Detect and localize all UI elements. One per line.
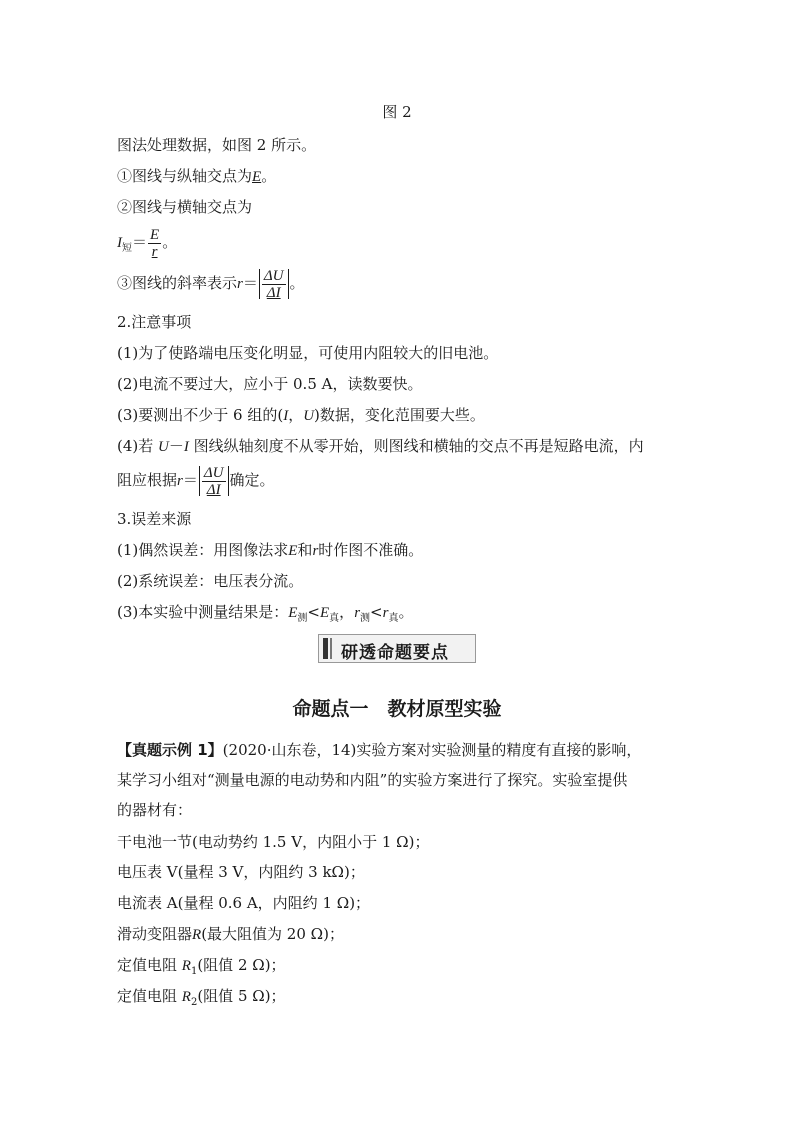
note3-comma: ， bbox=[288, 406, 304, 424]
example-line-3: 的器材有： bbox=[117, 801, 193, 819]
banner-stripe bbox=[323, 638, 328, 659]
method-intro: 图法处理数据，如图 2 所示。 bbox=[117, 136, 317, 154]
note4b-numerator: ΔU bbox=[203, 464, 224, 481]
section-banner bbox=[318, 634, 476, 663]
item3-variable: r bbox=[237, 276, 243, 292]
example-line-2: 某学习小组对“测量电源的电动势和内阻”的实验方案进行了探究。实验室提供 bbox=[117, 771, 628, 789]
item3-prefix: ③图线的斜率表示 bbox=[117, 274, 238, 292]
r1-subscript: 1 bbox=[190, 966, 198, 977]
note-3 bbox=[117, 405, 485, 426]
note4b-prefix: 阻应根据 bbox=[117, 471, 178, 489]
formula-end: 。 bbox=[162, 233, 178, 251]
error3-sub-measured: 测 bbox=[297, 613, 308, 624]
r2-variable: R bbox=[181, 989, 191, 1005]
equipment-rheostat bbox=[117, 924, 344, 945]
rheostat-prefix: 滑动变阻器 bbox=[117, 925, 193, 943]
error3-sub-true: 真 bbox=[329, 613, 340, 624]
formula-current: I bbox=[117, 235, 122, 251]
error-1 bbox=[117, 540, 423, 561]
equipment-voltmeter: 电压表 V(量程 3 V，内阻约 3 kΩ)； bbox=[117, 863, 365, 881]
error3-less-than: < bbox=[307, 603, 320, 621]
item1-prefix: ①图线与纵轴交点为 bbox=[117, 167, 253, 185]
error3-comma: ， bbox=[339, 603, 355, 621]
example-line1-rest: 实验方案对实验测量的精度有直接的影响， bbox=[356, 741, 642, 759]
note3-suffix: )数据，变化范围要大些。 bbox=[314, 406, 485, 424]
error-3 bbox=[117, 602, 413, 629]
error1-prefix: (1)偶然误差：用图像法求 bbox=[117, 541, 289, 559]
item1-suffix: 。 bbox=[261, 167, 277, 185]
abs-bar-left bbox=[199, 466, 200, 496]
note4b-fraction bbox=[202, 465, 226, 498]
note4-dash: － bbox=[168, 437, 184, 455]
banner-stripe-thin bbox=[330, 638, 332, 659]
slope-denominator: ΔI bbox=[266, 284, 281, 301]
slope-numerator: ΔU bbox=[263, 267, 284, 284]
equipment-resistor-2 bbox=[117, 986, 286, 1013]
error3-r-true: r bbox=[382, 605, 389, 621]
note4-prefix: (4)若 bbox=[117, 437, 159, 455]
note4b-variable: r bbox=[177, 473, 183, 489]
error3-end: 。 bbox=[398, 603, 414, 621]
fraction-e-over-r bbox=[148, 227, 161, 260]
note3-i: I bbox=[283, 408, 289, 424]
equipment-battery: 干电池一节(电动势约 1.5 V，内阻小于 1 Ω)； bbox=[117, 833, 430, 851]
r1-suffix: (阻值 2 Ω)； bbox=[197, 956, 286, 974]
rheostat-suffix: (最大阻值为 20 Ω)； bbox=[201, 925, 344, 943]
note4-suffix: 图线纵轴刻度不从零开始，则图线和横轴的交点不再是短路电流，内 bbox=[188, 437, 644, 455]
error3-e-measured: E bbox=[288, 605, 298, 621]
equipment-ammeter: 电流表 A(量程 0.6 A，内阻约 1 Ω)； bbox=[117, 894, 371, 912]
fraction-denominator: r bbox=[151, 243, 158, 260]
note3-u: U bbox=[303, 408, 315, 424]
error3-e-true: E bbox=[320, 605, 330, 621]
r2-suffix: (阻值 5 Ω)； bbox=[197, 987, 286, 1005]
r2-prefix: 定值电阻 bbox=[117, 987, 182, 1005]
section-heading: 命题点一 教材原型实验 bbox=[292, 698, 502, 720]
r1-variable: R bbox=[181, 958, 191, 974]
error3-less-than-2: < bbox=[370, 603, 383, 621]
note4-i: I bbox=[183, 439, 189, 455]
error1-r: r bbox=[312, 543, 319, 559]
errors-title: 3.误差来源 bbox=[117, 510, 192, 528]
error3-r-sub-true: 真 bbox=[388, 613, 399, 624]
formula-equals: ＝ bbox=[132, 233, 148, 251]
note4b-suffix: 确定。 bbox=[229, 471, 275, 489]
item3-equals: ＝ bbox=[242, 274, 258, 292]
example-line-1 bbox=[117, 740, 641, 760]
slope-fraction bbox=[262, 268, 286, 301]
abs-bar-left bbox=[259, 269, 260, 299]
note-4-continued bbox=[117, 461, 275, 500]
example-tag: 【真题示例 1】 bbox=[117, 741, 223, 759]
note-1: (1)为了使路端电压变化明显，可使用内阻较大的旧电池。 bbox=[117, 344, 499, 362]
banner-label: 研透命题要点 bbox=[341, 643, 449, 663]
figure-caption: 图 2 bbox=[382, 103, 412, 121]
note3-prefix: (3)要测出不少于 6 组的( bbox=[117, 406, 284, 424]
rheostat-variable: R bbox=[192, 927, 202, 943]
item3-suffix: 。 bbox=[289, 274, 305, 292]
error1-suffix: 时作图不准确。 bbox=[318, 541, 424, 559]
r2-subscript: 2 bbox=[190, 997, 198, 1008]
equipment-resistor-1 bbox=[117, 955, 286, 982]
error3-prefix: (3)本实验中测量结果是： bbox=[117, 603, 289, 621]
note-2: (2)电流不要过大，应小于 0.5 A，读数要快。 bbox=[117, 375, 423, 393]
method-item-2: ②图线与横轴交点为 bbox=[117, 198, 253, 216]
error3-r-measured: r bbox=[354, 605, 361, 621]
short-circuit-formula bbox=[117, 225, 177, 266]
abs-bar-right bbox=[288, 269, 289, 299]
error1-and: 和 bbox=[297, 541, 313, 559]
abs-bar-right bbox=[228, 466, 229, 496]
method-item-1 bbox=[117, 166, 276, 187]
r1-prefix: 定值电阻 bbox=[117, 956, 182, 974]
error1-e: E bbox=[288, 543, 298, 559]
note4-u: U bbox=[158, 439, 169, 455]
example-source: (2020·山东卷，14) bbox=[222, 741, 357, 759]
note-4 bbox=[117, 436, 644, 457]
note4b-equals: ＝ bbox=[182, 471, 198, 489]
note4b-denominator: ΔI bbox=[206, 481, 221, 498]
error-2: (2)系统误差：电压表分流。 bbox=[117, 572, 304, 590]
item1-variable: E bbox=[252, 169, 262, 185]
method-item-3 bbox=[117, 264, 305, 303]
notes-title: 2.注意事项 bbox=[117, 313, 192, 331]
fraction-numerator: E bbox=[150, 226, 160, 243]
error3-r-sub-measured: 测 bbox=[360, 613, 371, 624]
formula-current-subscript: 短 bbox=[122, 243, 132, 254]
